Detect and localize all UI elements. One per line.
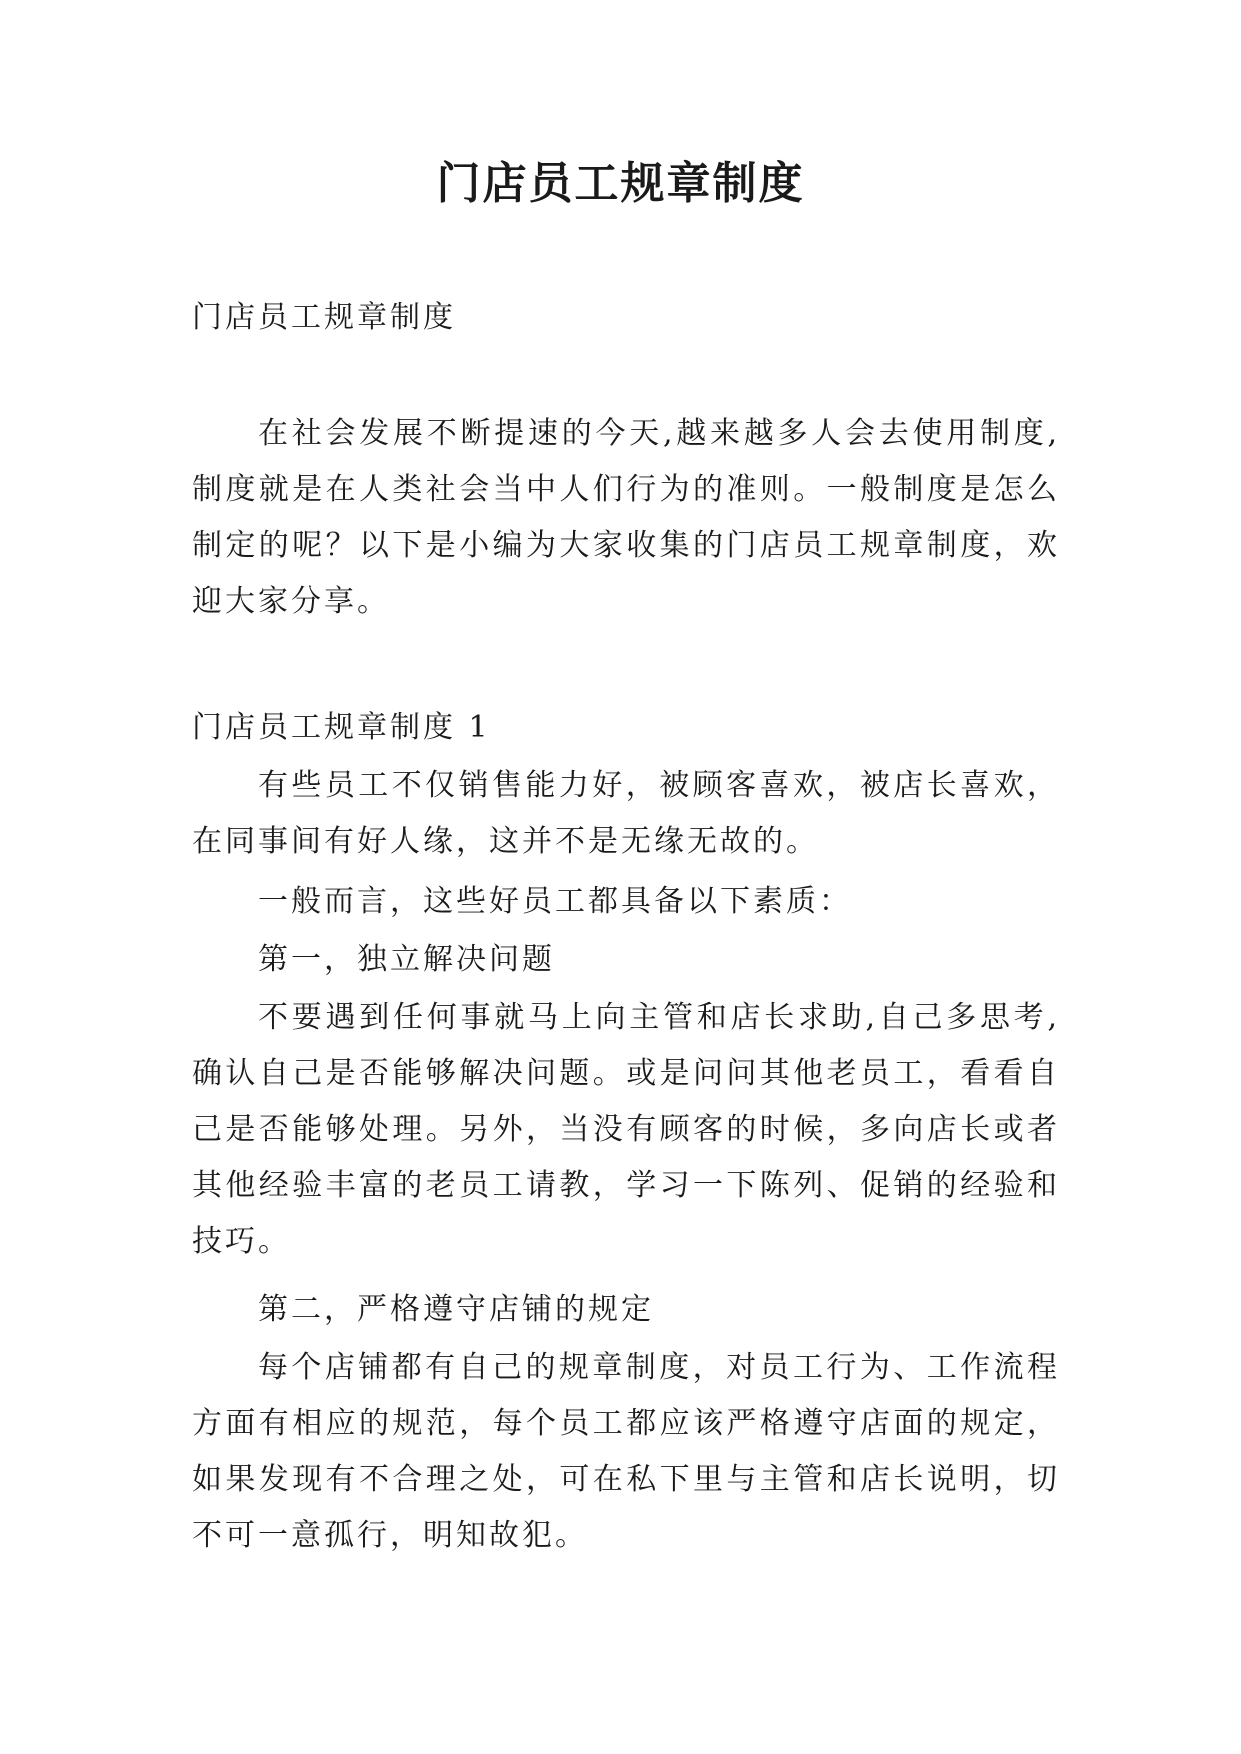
paragraph: 有些员工不仅销售能力好，被顾客喜欢，被店长喜欢，在同事间有好人缘，这并不是无缘无故的。 [192,768,1060,859]
section-heading: 门店员工规章制度 1 [192,710,491,745]
point-heading: 第一，独立解决问题 [258,942,555,977]
paragraph: 一般而言，这些好员工都具备以下素质： [258,884,852,919]
document-title: 门店员工规章制度 [436,158,805,209]
paragraph: 每个店铺都有自己的规章制度，对员工行为、工作流程方面有相应的规范，每个员工都应该严格遵守店面的规定，如果发现有不合理之处，可在私下里与主管和店长说明，切不可一意孤行，明知故犯。 [192,1350,1060,1553]
point-heading: 第二，严格遵守店铺的规定 [258,1292,654,1327]
document-subtitle: 门店员工规章制度 [192,300,456,335]
paragraph: 不要遇到任何事就马上向主管和店长求助,自己多思考,确认自己是否能够解决问题。或是问问其他老员工，看看自己是否能够处理。另外，当没有顾客的时候，多向店长或者其他经验丰富的老员工请教，学习一下陈列、促销的经验和技巧。 [192,1000,1060,1259]
intro-paragraph: 在社会发展不断提速的今天,越来越多人会去使用制度,制度就是在人类社会当中人们行为的准则。一般制度是怎么制定的呢？以下是小编为大家收集的门店员工规章制度，欢迎大家分享。 [192,416,1060,619]
